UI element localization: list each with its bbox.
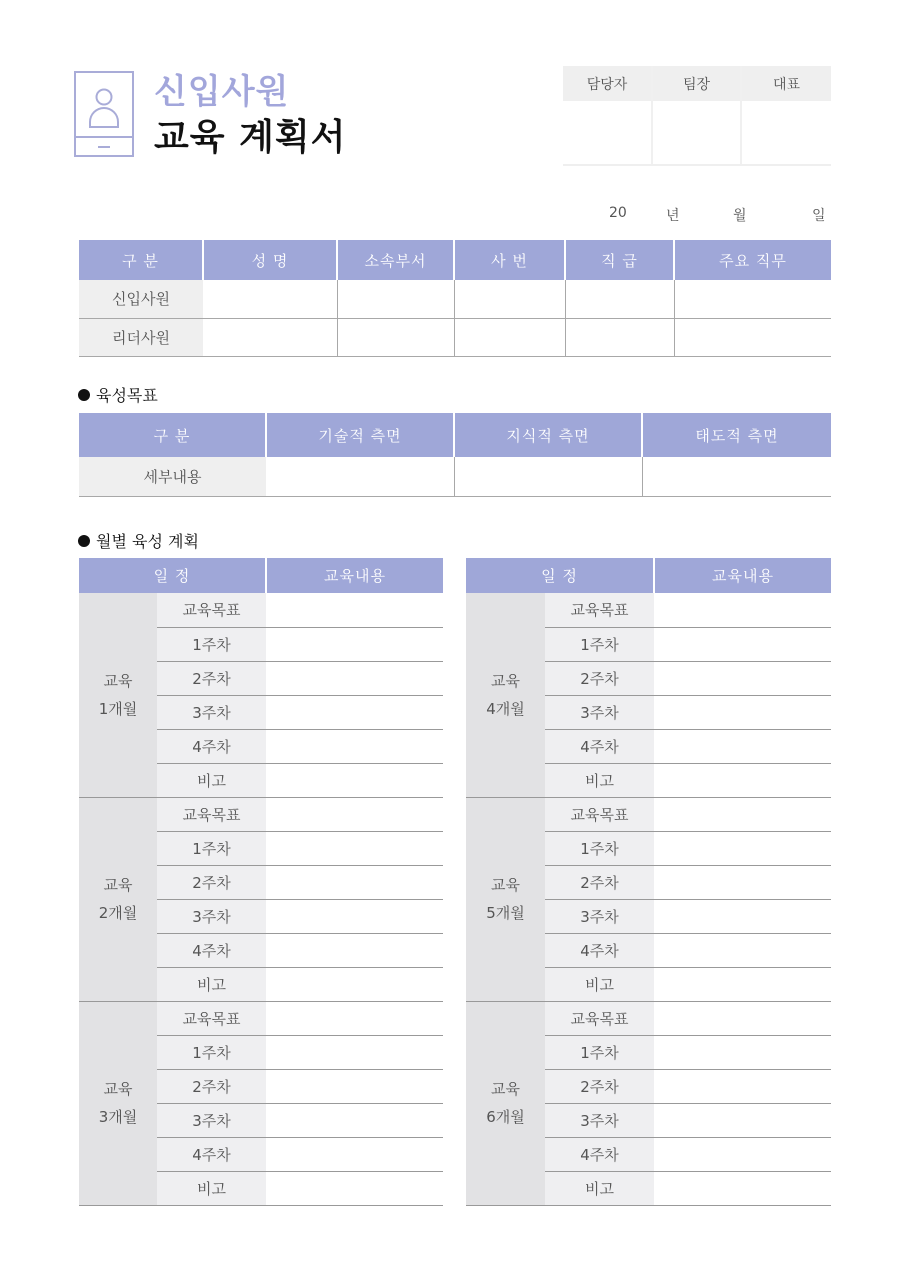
week-label: 3주차: [157, 1103, 266, 1137]
cell-main-duty[interactable]: [674, 318, 831, 356]
week-label: 교육목표: [157, 1001, 266, 1035]
title-subtitle: 신입사원: [154, 72, 290, 112]
week-label: 교육목표: [545, 1001, 654, 1035]
week-label: 교육목표: [545, 797, 654, 831]
education-content-cell[interactable]: [654, 1171, 831, 1205]
education-content-cell[interactable]: [266, 593, 443, 627]
approval-sign-ceo[interactable]: [741, 101, 831, 165]
table-row: [79, 1001, 443, 1035]
week-label: 2주차: [545, 661, 654, 695]
col-header-main-duty: 주요 직무: [674, 240, 831, 280]
education-content-cell[interactable]: [654, 593, 831, 627]
week-label: 4주차: [157, 1137, 266, 1171]
col-header-employee-no: 사 번: [454, 240, 565, 280]
education-content-cell[interactable]: [654, 797, 831, 831]
education-content-cell[interactable]: [266, 729, 443, 763]
cell-rank[interactable]: [565, 318, 674, 356]
week-label: 1주차: [157, 1035, 266, 1069]
month-label-line2: 1개월: [98, 699, 138, 718]
week-label: 1주차: [157, 627, 266, 661]
cell-department[interactable]: [337, 318, 454, 356]
month-label: [79, 593, 157, 797]
table-row: [466, 797, 831, 831]
week-label: 4주차: [545, 729, 654, 763]
table-row: [79, 797, 443, 831]
week-label: 2주차: [157, 1069, 266, 1103]
monthly-plan-table-left: [79, 558, 443, 1206]
education-content-cell[interactable]: [654, 661, 831, 695]
education-content-cell[interactable]: [266, 1137, 443, 1171]
month-label-line2: 6개월: [486, 1108, 525, 1126]
date-day-label: 일: [812, 208, 826, 224]
education-content-cell[interactable]: [654, 1035, 831, 1069]
week-label: 4주차: [157, 933, 266, 967]
month-label-line2: 4개월: [486, 699, 525, 718]
cell-name[interactable]: [203, 280, 337, 318]
week-label: 4주차: [545, 933, 654, 967]
date-year-label: 년: [666, 208, 680, 224]
week-label: 비고: [545, 763, 654, 797]
goals-table: [79, 413, 831, 497]
col-header-schedule: 일 정: [466, 558, 654, 593]
month-label-line1: 교육: [103, 1080, 133, 1098]
week-label: 3주차: [157, 899, 266, 933]
row-label-leader-employee: 리더사원: [79, 318, 203, 356]
approval-header-manager: 담당자: [563, 66, 652, 101]
cell-knowledge[interactable]: [454, 457, 642, 496]
table-row: [466, 593, 831, 627]
employee-info-table: [79, 240, 831, 357]
education-content-cell[interactable]: [266, 967, 443, 1001]
table-row: [79, 280, 831, 318]
education-content-cell[interactable]: [266, 1069, 443, 1103]
cell-employee-no[interactable]: [454, 318, 565, 356]
month-label: [466, 593, 545, 797]
cell-rank[interactable]: [565, 280, 674, 318]
col-header-category: 구 분: [79, 413, 266, 457]
week-label: 교육목표: [545, 593, 654, 627]
education-content-cell[interactable]: [266, 831, 443, 865]
education-content-cell[interactable]: [266, 1001, 443, 1035]
month-label-line2: 3개월: [98, 1108, 138, 1126]
section-title-monthly-plan: [78, 529, 199, 552]
education-content-cell[interactable]: [654, 831, 831, 865]
week-label: 3주차: [545, 695, 654, 729]
education-content-cell[interactable]: [654, 933, 831, 967]
col-header-category: 구 분: [79, 240, 203, 280]
month-label: [466, 797, 545, 1001]
table-row: [79, 457, 831, 496]
week-label: 2주차: [545, 865, 654, 899]
col-header-content: 교육내용: [654, 558, 831, 593]
cell-employee-no[interactable]: [454, 280, 565, 318]
week-label: 비고: [545, 1171, 654, 1205]
section-title-text: 육성목표: [96, 386, 158, 405]
education-content-cell[interactable]: [266, 1035, 443, 1069]
education-content-cell[interactable]: [654, 1103, 831, 1137]
cell-technical[interactable]: [266, 457, 454, 496]
education-content-cell[interactable]: [266, 695, 443, 729]
col-header-content: 교육내용: [266, 558, 443, 593]
education-content-cell[interactable]: [266, 865, 443, 899]
date-year-prefix: 20: [609, 205, 627, 221]
col-header-attitude: 태도적 측면: [642, 413, 831, 457]
month-label-line2: 5개월: [486, 904, 525, 922]
week-label: 2주차: [157, 865, 266, 899]
person-id-card-icon: [74, 71, 134, 157]
education-content-cell[interactable]: [266, 797, 443, 831]
bullet-icon: [78, 535, 90, 547]
bullet-icon: [78, 389, 90, 401]
education-content-cell[interactable]: [266, 661, 443, 695]
week-label: 4주차: [157, 729, 266, 763]
week-label: 비고: [157, 1171, 266, 1205]
table-row: [79, 318, 831, 356]
education-content-cell[interactable]: [266, 1171, 443, 1205]
week-label: 교육목표: [157, 797, 266, 831]
month-label-line1: 교육: [491, 1080, 520, 1098]
week-label: 4주차: [545, 1137, 654, 1171]
cell-attitude[interactable]: [642, 457, 831, 496]
week-label: 비고: [157, 967, 266, 1001]
week-label: 교육목표: [157, 593, 266, 627]
week-label: 3주차: [157, 695, 266, 729]
week-label: 1주차: [545, 1035, 654, 1069]
month-label: [466, 1001, 545, 1205]
approval-sign-team-lead[interactable]: [652, 101, 741, 165]
approval-table: [563, 66, 831, 166]
approval-header-team-lead: 팀장: [652, 66, 741, 101]
approval-header-ceo: 대표: [741, 66, 831, 101]
education-content-cell[interactable]: [654, 763, 831, 797]
month-label: [79, 1001, 157, 1205]
col-header-schedule: 일 정: [79, 558, 266, 593]
table-row: [79, 593, 443, 627]
education-content-cell[interactable]: [654, 695, 831, 729]
week-label: 3주차: [545, 899, 654, 933]
col-header-knowledge: 지식적 측면: [454, 413, 642, 457]
education-content-cell[interactable]: [654, 899, 831, 933]
month-label-line2: 2개월: [98, 904, 138, 922]
cell-name[interactable]: [203, 318, 337, 356]
row-label-new-employee: 신입사원: [79, 280, 203, 318]
education-content-cell[interactable]: [654, 729, 831, 763]
monthly-plan-table-right: [466, 558, 831, 1206]
education-content-cell[interactable]: [654, 1137, 831, 1171]
education-content-cell[interactable]: [654, 627, 831, 661]
education-content-cell[interactable]: [654, 1069, 831, 1103]
month-label-line1: 교육: [103, 876, 133, 894]
education-content-cell[interactable]: [654, 865, 831, 899]
education-content-cell[interactable]: [266, 627, 443, 661]
week-label: 2주차: [157, 661, 266, 695]
month-label-line1: 교육: [103, 671, 133, 690]
week-label: 1주차: [545, 831, 654, 865]
education-content-cell[interactable]: [266, 899, 443, 933]
week-label: 3주차: [545, 1103, 654, 1137]
cell-main-duty[interactable]: [674, 280, 831, 318]
education-content-cell[interactable]: [266, 933, 443, 967]
week-label: 1주차: [545, 627, 654, 661]
col-header-rank: 직 급: [565, 240, 674, 280]
section-title-goals: [78, 383, 158, 406]
education-content-cell[interactable]: [266, 763, 443, 797]
week-label: 비고: [545, 967, 654, 1001]
month-label: [79, 797, 157, 1001]
month-label-line1: 교육: [491, 876, 520, 894]
date-month-label: 월: [733, 208, 747, 224]
col-header-technical: 기술적 측면: [266, 413, 454, 457]
week-label: 비고: [157, 763, 266, 797]
row-label-details: 세부내용: [79, 457, 266, 496]
education-content-cell[interactable]: [266, 1103, 443, 1137]
approval-sign-manager[interactable]: [563, 101, 652, 165]
week-label: 2주차: [545, 1069, 654, 1103]
table-row: [466, 1001, 831, 1035]
education-content-cell[interactable]: [654, 967, 831, 1001]
col-header-department: 소속부서: [337, 240, 454, 280]
page-title: 교육 계획서: [154, 117, 347, 158]
month-label-line1: 교육: [491, 671, 520, 690]
col-header-name: 성 명: [203, 240, 337, 280]
education-content-cell[interactable]: [654, 1001, 831, 1035]
week-label: 1주차: [157, 831, 266, 865]
cell-department[interactable]: [337, 280, 454, 318]
section-title-text: 월별 육성 계획: [96, 532, 199, 551]
